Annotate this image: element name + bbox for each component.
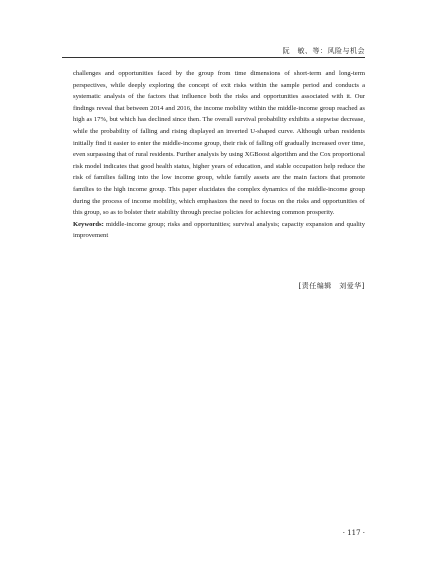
running-head: 阮 敏、等：风险与机会 bbox=[282, 47, 365, 55]
page-number: · 117 · bbox=[342, 529, 365, 537]
header-rule bbox=[62, 57, 365, 58]
abstract-body: challenges and opportunities faced by the group from time dimensions of short-term and long-term perspectives, while deeply exploring the concept of exit risks within the sample period and conducts a systematic analysis of the factors that influence both the risks and opportunities associated with it. Our findings reveal that between 2014 and 2016, the income mobility within the middle-income group reached as high as 17%, but which has declined since then. The overall survival probability exhibits a stepwise decrease, while the probability of falling and rising displayed an inverted U-shaped curve. Although urban residents initially find it easier to enter the middle-income group, their risk of falling off gradually increased over time, even surpassing that of rural residents. Further analysis by using XGBoost algorithm and the Cox proportional risk model indicates that good health status, higher years of education, and stable occupation help reduce the risk of families falling into the low income group, while family assets are the main factors that promote families to the high income group. This paper elucidates the complex dynamics of the middle-income group during the process of income mobility, which emphasizes the need to focus on the risks and opportunities of this group, so as to bolster their stability through precise policies for achieving common prosperity. bbox=[73, 70, 365, 217]
abstract-paragraph bbox=[73, 68, 365, 242]
keywords-text: middle-income group; risks and opportunities; survival analysis; capacity expansion and quality improvement bbox=[73, 220, 365, 240]
keywords-label: Keywords: bbox=[73, 220, 104, 228]
editor-note: [责任编辑 刘爱华] bbox=[298, 282, 365, 290]
